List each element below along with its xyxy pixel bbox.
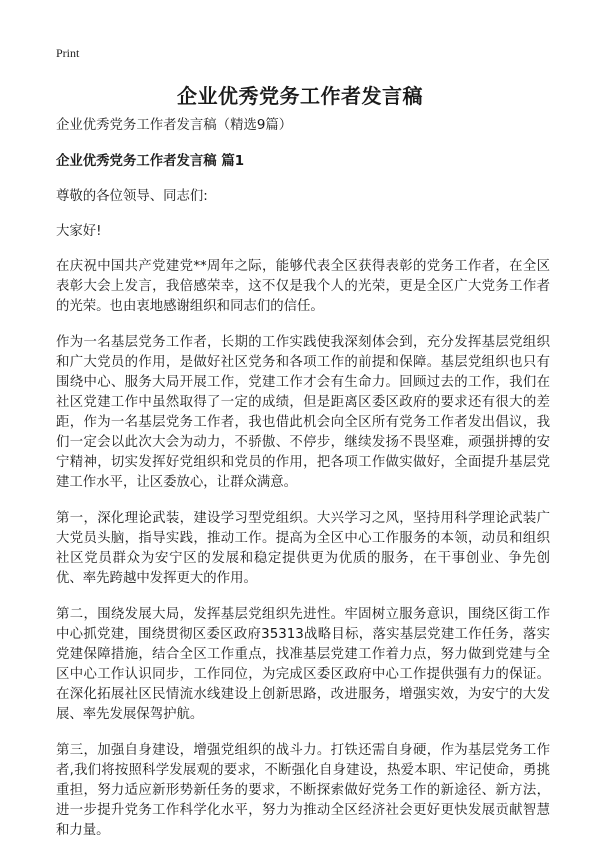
section-heading: 企业优秀党务工作者发言稿 篇1 (56, 154, 245, 169)
document-title: 企业优秀党务工作者发言稿 (177, 84, 423, 108)
greeting-line: 尊敬的各位领导、同志们: (56, 189, 208, 204)
paragraph: 在庆祝中国共产党建党**周年之际，能够代表全区获得表彰的党务工作者，在全区表彰大会上发言，我倍感荣幸，这不仅是我个人的光荣，更是全区广大党务工作者的光荣。也由衷地感谢组织和同志们的信任。 (56, 259, 550, 314)
hello-line: 大家好! (56, 224, 102, 239)
document-subtitle: 企业优秀党务工作者发言稿（精选9篇） (56, 118, 293, 133)
print-link[interactable]: Print (56, 46, 80, 60)
paragraph: 作为一名基层党务工作者，长期的工作实践使我深刻体会到，充分发挥基层党组织和广大党员的作用，是做好社区党务和各项工作的前提和保障。基层党组织也只有围绕中心、服务大局开展工作，党建工作才会有生命力。回顾过去的工作，我们在社区党建工作中虽然取得了一定的成绩，但是距离区委区政府的要求还有很大的差距，作为一名基层党务工作者，我也借此机会向全区所有党务工作者发出倡议，我们一定会以此次大会为动力，不骄傲、不停步，继续发扬不畏坚难，顽强拼搏的安宁精神，切实发挥好党组织和党员的作用，把各项工作做实做好，全面提升基层党建工作水平，让区委放心，让群众满意。 (56, 335, 550, 490)
paragraph: 第一，深化理论武装，建设学习型党组织。大兴学习之风，坚持用科学理论武装广大党员头脑，指导实践，推动工作。提高为全区中心工作服务的本领，动员和组织社区党员群众为安宁区的发展和稳定提供更为优质的服务，在干事创业、争先创优、率先跨越中发挥更大的作用。 (56, 511, 550, 586)
paragraph: 第三，加强自身建设，增强党组织的战斗力。打铁还需自身硬，作为基层党务工作者,我们将按照科学发展观的要求，不断强化自身建设，热爱本职、牢记使命，勇挑重担，努力适应新形势新任务的要求，不断探索做好党务工作的新途径、新方法，进一步提升党务工作科学化水平，努力为推动全区经济社会更好更快发展贡献智慧和力量。 (56, 743, 550, 838)
document-body (56, 116, 550, 857)
paragraph: 第二，围绕发展大局，发挥基层党组织先进性。牢固树立服务意识，围绕区街工作中心抓党建，围绕贯彻区委区政府35313战略目标，落实基层党建工作任务，落实党建保障措施，结合全区工作重点，找准基层党建工作着力点，努力做到党建与全区中心工作认识同步，工作同位，为完成区委区政府中心工作提供强有力的保证。在深化拓展社区民情流水线建设上创新思路，改进服务，增强实效，为安宁的大发展、率先发展保驾护航。 (56, 607, 550, 722)
